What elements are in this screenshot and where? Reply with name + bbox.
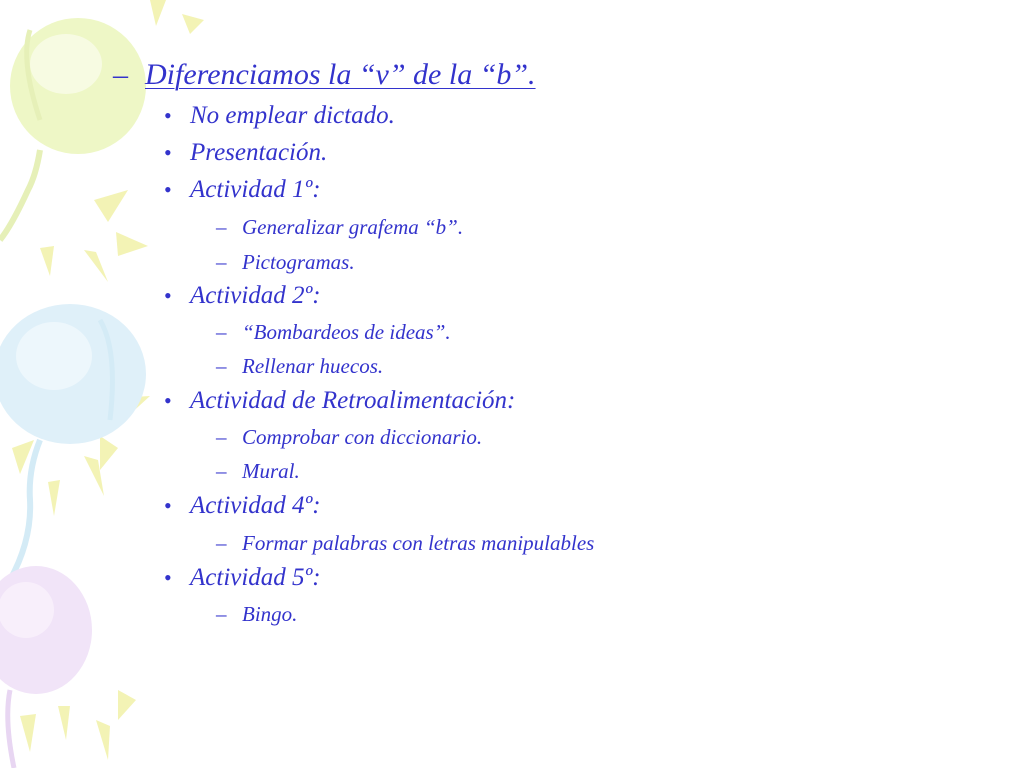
dash: – [216,250,227,274]
list-item-text: Actividad 5º: [190,564,321,591]
sub-list-item-text: Comprobar con diccionario. [242,425,483,449]
list-item [164,102,395,130]
list-item-text: Presentación. [190,139,328,166]
dash: – [216,354,227,378]
dash: – [216,425,227,449]
list-item [164,282,321,310]
sub-list-item-text: Formar palabras con letras manipulables [242,531,595,555]
sub-list-item-text: Mural. [242,459,300,483]
sub-list-item [216,602,297,627]
sub-list-item [216,459,300,484]
sub-list-item [216,320,451,345]
dash: – [216,602,227,626]
bullet: • [164,140,172,165]
bullet: • [164,103,172,128]
list-item [164,387,515,415]
sub-list-item-text: “Bombardeos de ideas”. [242,320,451,344]
list-item [164,176,321,204]
list-item [164,492,321,520]
sub-list-item-text: Generalizar grafema “b”. [242,215,464,239]
sub-list-item [216,215,463,240]
list-item-text: No emplear dictado. [190,102,395,129]
bullet: • [164,388,172,413]
sub-list-item [216,531,594,556]
bullet: • [164,493,172,518]
sub-list-item [216,354,383,379]
list-item-text: Actividad 4º: [190,492,321,519]
sub-list-item-text: Rellenar huecos. [242,354,384,378]
slide-heading [113,58,536,92]
dash: – [216,215,227,239]
sub-list-item [216,250,355,275]
bullet: • [164,283,172,308]
sub-list-item [216,425,482,450]
dash: – [216,459,227,483]
sub-list-item-text: Pictogramas. [242,250,355,274]
list-item [164,564,321,592]
list-item-text: Actividad 2º: [190,282,321,309]
dash: – [216,531,227,555]
list-item [164,139,327,167]
list-item-text: Actividad de Retroalimentación: [190,387,516,414]
sub-list-item-text: Bingo. [242,602,298,626]
bullet: • [164,565,172,590]
heading-dash: – [113,58,128,91]
bullet: • [164,177,172,202]
list-item-text: Actividad 1º: [190,176,321,203]
dash: – [216,320,227,344]
heading-text: Diferenciamos la “v” de la “b”. [145,58,536,91]
